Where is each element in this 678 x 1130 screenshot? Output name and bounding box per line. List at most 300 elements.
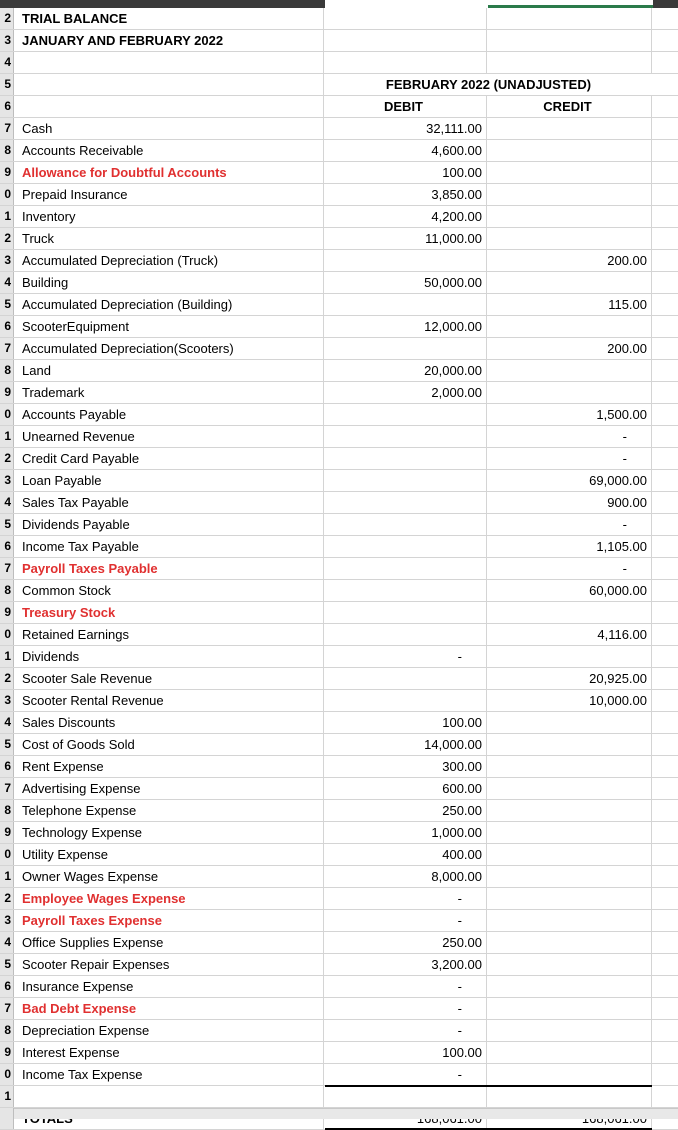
cell-credit[interactable]: 69,000.00	[488, 470, 652, 491]
cell-credit[interactable]	[488, 756, 652, 777]
cell-credit[interactable]: 10,000.00	[488, 690, 652, 711]
account-name[interactable]: Depreciation Expense	[14, 1020, 324, 1041]
cell-extra[interactable]	[653, 536, 678, 557]
cell-extra[interactable]	[653, 1086, 678, 1107]
sheet-row	[0, 1042, 678, 1064]
cell-debit[interactable]: -	[325, 888, 487, 909]
row-number[interactable]	[0, 184, 14, 205]
row-number-label: 1	[4, 1089, 11, 1103]
account-name[interactable]: Dividends Payable	[14, 514, 324, 535]
cell-extra[interactable]	[653, 1042, 678, 1063]
row-number[interactable]	[0, 800, 14, 821]
row-number[interactable]	[0, 844, 14, 865]
account-name[interactable]: Owner Wages Expense	[14, 866, 324, 887]
cell-debit[interactable]: 32,111.00	[325, 118, 487, 139]
cell-debit[interactable]: -	[325, 910, 487, 931]
sheet-row	[0, 184, 678, 206]
sheet-row	[0, 404, 678, 426]
account-name[interactable]: Retained Earnings	[14, 624, 324, 645]
account-name[interactable]: Unearned Revenue	[14, 426, 324, 447]
cell-extra[interactable]	[653, 228, 678, 249]
account-name[interactable]: Allowance for Doubtful Accounts	[14, 162, 324, 183]
cell-debit[interactable]	[325, 1086, 487, 1107]
account-name[interactable]: Rent Expense	[14, 756, 324, 777]
cell-extra[interactable]	[653, 668, 678, 689]
account-name[interactable]: Income Tax Payable	[14, 536, 324, 557]
cell-credit[interactable]	[488, 866, 652, 887]
cell-extra[interactable]	[653, 140, 678, 161]
cell-credit[interactable]	[488, 646, 652, 667]
account-name[interactable]: Technology Expense	[14, 822, 324, 843]
cell-extra[interactable]	[653, 910, 678, 931]
row-number[interactable]	[0, 360, 14, 381]
cell-credit[interactable]	[488, 1020, 652, 1041]
row-number-label: 3	[4, 33, 11, 47]
cell-credit[interactable]	[488, 998, 652, 1019]
account-name[interactable]: Telephone Expense	[14, 800, 324, 821]
account-name[interactable]: Treasury Stock	[14, 602, 324, 623]
row-number-label: 8	[4, 143, 11, 157]
cell-debit[interactable]: 400.00	[325, 844, 487, 865]
row-number[interactable]	[0, 976, 14, 997]
cell-extra[interactable]	[653, 624, 678, 645]
cell-credit[interactable]	[488, 602, 652, 623]
row-number[interactable]	[0, 1064, 14, 1085]
sheet-row	[0, 360, 678, 382]
account-name[interactable]: Interest Expense	[14, 1042, 324, 1063]
account-name[interactable]: Accumulated Depreciation (Building)	[14, 294, 324, 315]
row-number-label: 9	[4, 385, 11, 399]
cell-debit[interactable]: 4,600.00	[325, 140, 487, 161]
row-number[interactable]	[0, 954, 14, 975]
cell-extra[interactable]	[653, 30, 678, 51]
row-number[interactable]	[0, 668, 14, 689]
sheet-row	[0, 294, 678, 316]
cell-extra[interactable]	[653, 998, 678, 1019]
account-name[interactable]: Sales Tax Payable	[14, 492, 324, 513]
cell-extra[interactable]	[653, 778, 678, 799]
row-number[interactable]	[0, 558, 14, 579]
debit-header[interactable]: DEBIT	[325, 96, 487, 117]
sheet-row	[0, 998, 678, 1020]
cell-debit[interactable]: 8,000.00	[325, 866, 487, 887]
row-number[interactable]	[0, 404, 14, 425]
account-name[interactable]: Scooter Rental Revenue	[14, 690, 324, 711]
cell-extra[interactable]	[653, 800, 678, 821]
cell-extra[interactable]	[653, 1020, 678, 1041]
cell-extra[interactable]	[653, 162, 678, 183]
cell-extra[interactable]	[653, 1064, 678, 1085]
account-name[interactable]: Income Tax Expense	[14, 1064, 324, 1085]
cell-debit[interactable]	[325, 624, 487, 645]
cell-credit[interactable]	[488, 822, 652, 843]
account-name[interactable]: Advertising Expense	[14, 778, 324, 799]
cell-credit[interactable]	[488, 184, 652, 205]
row-number[interactable]	[0, 8, 14, 29]
row-number[interactable]	[0, 888, 14, 909]
sheet-row	[0, 382, 678, 404]
toolbar-strip	[0, 0, 678, 8]
cell-extra[interactable]	[653, 756, 678, 777]
cell-credit[interactable]	[488, 800, 652, 821]
row-number-label: 2	[4, 11, 11, 25]
row-number-label: 4	[4, 935, 11, 949]
cell-credit[interactable]: 20,925.00	[488, 668, 652, 689]
cell-debit[interactable]	[325, 514, 487, 535]
row-number-label: 9	[4, 825, 11, 839]
cell-debit[interactable]	[325, 52, 487, 73]
cell-credit[interactable]	[488, 844, 652, 865]
row-number[interactable]	[0, 448, 14, 469]
cell-credit[interactable]: -	[488, 426, 652, 447]
cell-extra[interactable]	[653, 492, 678, 513]
account-name[interactable]: Payroll Taxes Payable	[14, 558, 324, 579]
cell-extra[interactable]	[653, 206, 678, 227]
sheet-row	[0, 976, 678, 998]
cell-debit[interactable]	[325, 668, 487, 689]
cell-extra[interactable]	[653, 954, 678, 975]
row-number-label: 2	[4, 891, 11, 905]
row-number[interactable]	[0, 1086, 14, 1107]
cell-credit[interactable]	[488, 932, 652, 953]
sheet-row	[0, 602, 678, 624]
cell-credit[interactable]	[488, 382, 652, 403]
cell-extra[interactable]	[653, 382, 678, 403]
row-number[interactable]	[0, 646, 14, 667]
account-name[interactable]: Land	[14, 360, 324, 381]
cell-debit[interactable]: 20,000.00	[325, 360, 487, 381]
cell-debit[interactable]: 11,000.00	[325, 228, 487, 249]
cell-debit[interactable]	[325, 294, 487, 315]
account-name[interactable]: Prepaid Insurance	[14, 184, 324, 205]
cell-credit[interactable]: 1,500.00	[488, 404, 652, 425]
cell-account[interactable]	[14, 1086, 324, 1107]
cell-extra[interactable]	[653, 822, 678, 843]
sheet-row	[0, 8, 678, 30]
sheet-row	[0, 96, 678, 118]
cell-credit[interactable]	[488, 888, 652, 909]
account-name[interactable]: Scooter Sale Revenue	[14, 668, 324, 689]
row-number-label: 3	[4, 253, 11, 267]
cell-debit[interactable]	[325, 602, 487, 623]
account-name[interactable]: Cash	[14, 118, 324, 139]
cell-extra[interactable]	[653, 426, 678, 447]
cell-extra[interactable]	[653, 448, 678, 469]
row-number[interactable]	[0, 96, 14, 117]
cell-credit[interactable]	[488, 1064, 652, 1085]
row-number[interactable]	[0, 294, 14, 315]
cell-debit[interactable]: 3,200.00	[325, 954, 487, 975]
row-number[interactable]	[0, 470, 14, 491]
row-number[interactable]	[0, 250, 14, 271]
account-name[interactable]: Sales Discounts	[14, 712, 324, 733]
cell-extra[interactable]	[653, 976, 678, 997]
cell-debit[interactable]	[325, 580, 487, 601]
cell-debit[interactable]: -	[325, 976, 487, 997]
cell-debit[interactable]	[325, 30, 487, 51]
cell-extra[interactable]	[653, 844, 678, 865]
cell-account[interactable]	[14, 96, 324, 117]
cell-credit[interactable]: 4,116.00	[488, 624, 652, 645]
cell-credit[interactable]	[488, 118, 652, 139]
credit-header[interactable]: CREDIT	[488, 96, 652, 117]
cell-extra[interactable]	[653, 184, 678, 205]
row-number[interactable]	[0, 624, 14, 645]
cell-credit[interactable]: 1,105.00	[488, 536, 652, 557]
cell-extra[interactable]	[653, 52, 678, 73]
account-name[interactable]: Trademark	[14, 382, 324, 403]
cell-debit[interactable]: -	[325, 1020, 487, 1041]
sheet-row	[0, 932, 678, 954]
cell-credit[interactable]: 60,000.00	[488, 580, 652, 601]
sheet-row	[0, 206, 678, 228]
sheet-row	[0, 536, 678, 558]
row-number[interactable]	[0, 272, 14, 293]
cell-extra[interactable]	[653, 514, 678, 535]
row-number-label: 6	[4, 759, 11, 773]
row-number-label: 6	[4, 539, 11, 553]
account-name[interactable]: Employee Wages Expense	[14, 888, 324, 909]
cell-credit[interactable]	[488, 954, 652, 975]
account-name[interactable]: Common Stock	[14, 580, 324, 601]
cell-debit[interactable]	[325, 250, 487, 271]
sheet-row	[0, 250, 678, 272]
cell-extra[interactable]	[653, 118, 678, 139]
cell-credit[interactable]	[488, 228, 652, 249]
cell-extra[interactable]	[653, 932, 678, 953]
cell-credit[interactable]	[488, 30, 652, 51]
cell-extra[interactable]	[653, 250, 678, 271]
row-number[interactable]	[0, 228, 14, 249]
sheet-period[interactable]: JANUARY AND FEBRUARY 2022	[14, 30, 324, 51]
row-number[interactable]	[0, 118, 14, 139]
cell-debit[interactable]: 300.00	[325, 756, 487, 777]
cell-extra[interactable]	[653, 734, 678, 755]
row-number[interactable]	[0, 206, 14, 227]
cell-credit[interactable]: -	[488, 448, 652, 469]
sheet-row	[0, 74, 678, 96]
cell-credit[interactable]: -	[488, 558, 652, 579]
cell-credit[interactable]	[488, 778, 652, 799]
cell-debit[interactable]: 250.00	[325, 800, 487, 821]
cell-credit[interactable]: 200.00	[488, 338, 652, 359]
cell-extra[interactable]	[653, 690, 678, 711]
row-number[interactable]	[0, 910, 14, 931]
cell-extra[interactable]	[653, 558, 678, 579]
account-name[interactable]: Office Supplies Expense	[14, 932, 324, 953]
cell-debit[interactable]: 100.00	[325, 712, 487, 733]
cell-credit[interactable]	[488, 910, 652, 931]
cell-credit[interactable]	[488, 8, 652, 29]
row-number-label: 5	[4, 297, 11, 311]
cell-extra[interactable]	[653, 712, 678, 733]
cell-extra[interactable]	[653, 96, 678, 117]
row-number[interactable]	[0, 712, 14, 733]
sheet-title[interactable]: TRIAL BALANCE	[14, 8, 324, 29]
cell-debit[interactable]	[325, 338, 487, 359]
account-name[interactable]: Accumulated Depreciation(Scooters)	[14, 338, 324, 359]
sheet-row	[0, 1086, 678, 1108]
cell-credit[interactable]	[488, 272, 652, 293]
sheet-row	[0, 1064, 678, 1086]
cell-debit[interactable]: 4,200.00	[325, 206, 487, 227]
row-number-label: 6	[4, 319, 11, 333]
row-number-label: 5	[4, 517, 11, 531]
cell-debit[interactable]: 1,000.00	[325, 822, 487, 843]
cell-debit[interactable]: 50,000.00	[325, 272, 487, 293]
cell-extra[interactable]	[653, 602, 678, 623]
row-number-label: 8	[4, 363, 11, 377]
row-number[interactable]	[0, 382, 14, 403]
horizontal-scrollbar[interactable]	[14, 1108, 678, 1119]
row-number[interactable]	[0, 866, 14, 887]
row-number[interactable]	[0, 74, 14, 95]
cell-account[interactable]	[14, 74, 324, 95]
cell-extra[interactable]	[653, 272, 678, 293]
account-name[interactable]: Bad Debt Expense	[14, 998, 324, 1019]
account-name[interactable]: Credit Card Payable	[14, 448, 324, 469]
cell-debit[interactable]	[325, 558, 487, 579]
row-number[interactable]	[0, 1042, 14, 1063]
cell-extra[interactable]	[653, 74, 678, 95]
cell-extra[interactable]	[653, 8, 678, 29]
account-name[interactable]: Cost of Goods Sold	[14, 734, 324, 755]
sheet-row	[0, 52, 678, 74]
cell-debit[interactable]	[325, 448, 487, 469]
cell-credit[interactable]	[488, 734, 652, 755]
sheet-row	[0, 646, 678, 668]
cell-credit[interactable]	[488, 1042, 652, 1063]
sheet-row	[0, 272, 678, 294]
cell-extra[interactable]	[653, 294, 678, 315]
cell-debit[interactable]: 3,850.00	[325, 184, 487, 205]
cell-extra[interactable]	[653, 338, 678, 359]
cell-debit[interactable]	[325, 404, 487, 425]
sheet-row	[0, 492, 678, 514]
cell-credit[interactable]	[488, 360, 652, 381]
account-name[interactable]: Inventory	[14, 206, 324, 227]
account-name[interactable]: Accounts Payable	[14, 404, 324, 425]
row-number[interactable]	[0, 426, 14, 447]
row-number[interactable]	[0, 338, 14, 359]
row-number[interactable]	[0, 514, 14, 535]
cell-credit[interactable]	[488, 206, 652, 227]
row-number[interactable]	[0, 602, 14, 623]
cell-credit[interactable]	[488, 316, 652, 337]
account-name[interactable]: ScooterEquipment	[14, 316, 324, 337]
account-name[interactable]: Payroll Taxes Expense	[14, 910, 324, 931]
cell-extra[interactable]	[653, 470, 678, 491]
row-number[interactable]	[0, 690, 14, 711]
account-name[interactable]: Scooter Repair Expenses	[14, 954, 324, 975]
row-number-label: 2	[4, 231, 11, 245]
account-name[interactable]: Truck	[14, 228, 324, 249]
row-number[interactable]	[0, 822, 14, 843]
row-number[interactable]	[0, 932, 14, 953]
cell-debit[interactable]: 600.00	[325, 778, 487, 799]
cell-credit[interactable]	[488, 52, 652, 73]
cell-debit[interactable]	[325, 492, 487, 513]
cell-credit[interactable]	[488, 162, 652, 183]
cell-debit[interactable]: 250.00	[325, 932, 487, 953]
cell-extra[interactable]	[653, 316, 678, 337]
cell-credit[interactable]	[488, 140, 652, 161]
cell-credit[interactable]	[488, 976, 652, 997]
cell-debit[interactable]: 100.00	[325, 1042, 487, 1063]
cell-extra[interactable]	[653, 404, 678, 425]
row-number[interactable]	[0, 1020, 14, 1041]
cell-debit[interactable]	[325, 536, 487, 557]
cell-debit[interactable]: -	[325, 998, 487, 1019]
cell-debit[interactable]: 2,000.00	[325, 382, 487, 403]
cell-debit[interactable]: 14,000.00	[325, 734, 487, 755]
cell-credit[interactable]: -	[488, 514, 652, 535]
row-number-label: 1	[4, 869, 11, 883]
row-number-label: 3	[4, 913, 11, 927]
row-number-label: 9	[4, 1045, 11, 1059]
cell-debit[interactable]	[325, 426, 487, 447]
cell-debit[interactable]: 12,000.00	[325, 316, 487, 337]
cell-debit[interactable]: -	[325, 646, 487, 667]
cell-debit[interactable]: -	[325, 1064, 487, 1085]
cell-debit[interactable]	[325, 690, 487, 711]
sheet-row	[0, 954, 678, 976]
cell-extra[interactable]	[653, 580, 678, 601]
cell-extra[interactable]	[653, 866, 678, 887]
sheet-row	[0, 690, 678, 712]
row-number[interactable]	[0, 734, 14, 755]
cell-debit[interactable]: 100.00	[325, 162, 487, 183]
account-name[interactable]: Building	[14, 272, 324, 293]
row-number[interactable]	[0, 1108, 14, 1129]
cell-credit[interactable]: 900.00	[488, 492, 652, 513]
cell-credit[interactable]	[488, 712, 652, 733]
row-number[interactable]	[0, 162, 14, 183]
row-number[interactable]	[0, 316, 14, 337]
row-number-label: 1	[4, 649, 11, 663]
cell-extra[interactable]	[653, 888, 678, 909]
row-number-label: 3	[4, 473, 11, 487]
row-number[interactable]	[0, 756, 14, 777]
row-number[interactable]	[0, 778, 14, 799]
account-name[interactable]: Accumulated Depreciation (Truck)	[14, 250, 324, 271]
sheet-row	[0, 448, 678, 470]
cell-credit[interactable]: 115.00	[488, 294, 652, 315]
cell-credit[interactable]: 200.00	[488, 250, 652, 271]
cell-debit[interactable]	[325, 8, 487, 29]
row-number[interactable]	[0, 580, 14, 601]
cell-account[interactable]	[14, 52, 324, 73]
account-name[interactable]: Accounts Receivable	[14, 140, 324, 161]
row-number[interactable]	[0, 492, 14, 513]
cell-debit[interactable]	[325, 470, 487, 491]
row-number[interactable]	[0, 998, 14, 1019]
row-number[interactable]	[0, 52, 14, 73]
cell-extra[interactable]	[653, 360, 678, 381]
row-number[interactable]	[0, 30, 14, 51]
account-name[interactable]: Dividends	[14, 646, 324, 667]
cell-credit[interactable]	[488, 1086, 652, 1107]
account-name[interactable]: Loan Payable	[14, 470, 324, 491]
row-number-label: 7	[4, 341, 11, 355]
account-name[interactable]: Utility Expense	[14, 844, 324, 865]
row-number[interactable]	[0, 536, 14, 557]
row-number[interactable]	[0, 140, 14, 161]
cell-extra[interactable]	[653, 646, 678, 667]
account-name[interactable]: Insurance Expense	[14, 976, 324, 997]
row-number-label: 7	[4, 1001, 11, 1015]
sheet-row	[0, 118, 678, 140]
